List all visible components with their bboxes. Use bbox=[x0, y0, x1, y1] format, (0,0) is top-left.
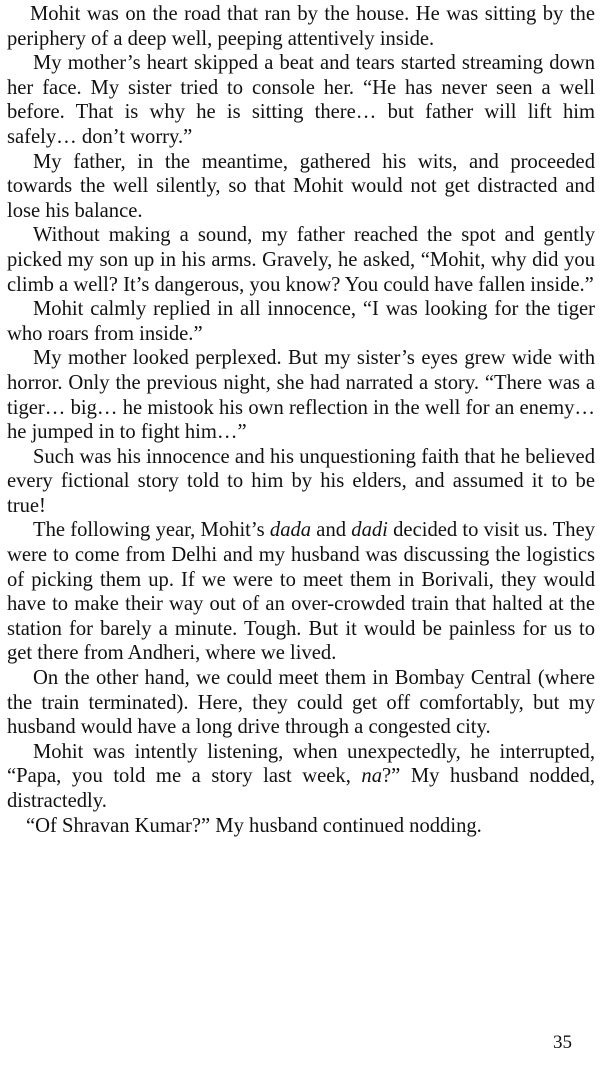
paragraph-text: The following year, Mohit’s bbox=[33, 519, 270, 542]
paragraph-8 bbox=[7, 518, 595, 666]
paragraph-text: Mohit was intently listening, when unexpectedly, he interrupted, “Papa, you told me a story last week, bbox=[7, 740, 595, 788]
paragraph-text: decided to visit us. They were to come from Delhi and my husband was discussing the logistics of picking them up. If we were to meet them in Borivali, they would have to make their way out of an over-crowded train that halted at the station for barely a minute. Tough. But it would be painless for us to get there from Andheri, where we lived. bbox=[7, 519, 596, 665]
paragraph-1 bbox=[7, 2, 595, 51]
paragraph-text: Without making a sound, my father reached the spot and gently picked my son up in his arms. Gravely, he asked, “Mohit, why did you climb a well? It’s dangerous, you know? You could have fallen inside.” bbox=[7, 224, 595, 296]
paragraph-2 bbox=[7, 51, 595, 149]
paragraph-7 bbox=[7, 445, 595, 519]
paragraph-text: “Of Shravan Kumar?” My husband continued nodding. bbox=[26, 814, 482, 837]
paragraph-text: My mother’s heart skipped a beat and tears started streaming down her face. My sister tried to console her. “He has never seen a well before. That is why he is sitting there… but father will lift him safely… don’t worry.” bbox=[7, 52, 595, 148]
paragraph-10 bbox=[7, 740, 595, 814]
page-number: 35 bbox=[553, 1032, 572, 1053]
paragraph-9 bbox=[7, 666, 595, 740]
paragraph-6 bbox=[7, 346, 595, 444]
book-page bbox=[7, 2, 595, 838]
paragraph-text: and bbox=[311, 519, 352, 542]
italic-term-na: na bbox=[361, 765, 383, 788]
paragraph-text: My father, in the meantime, gathered his wits, and proceeded towards the well silently, so that Mohit would not get distracted and lose his balance. bbox=[7, 150, 595, 222]
paragraph-text: On the other hand, we could meet them in Bombay Central (where the train terminated). Here, they could get off comfortably, but my husband would have a long drive through a congested city. bbox=[7, 667, 595, 739]
paragraph-text: Such was his innocence and his unquestioning faith that he believed every fictional story told to him by his elders, and assumed it to be true! bbox=[7, 445, 595, 517]
paragraph-5 bbox=[7, 297, 595, 346]
italic-term-dadi: dadi bbox=[351, 519, 388, 542]
paragraph-11 bbox=[7, 814, 595, 839]
italic-term-dada: dada bbox=[269, 519, 312, 542]
paragraph-text: Mohit was on the road that ran by the house. He was sitting by the periphery of a deep well, peeping attentively inside. bbox=[7, 3, 595, 50]
paragraph-3 bbox=[7, 150, 595, 224]
paragraph-text: Mohit calmly replied in all innocence, “I was looking for the tiger who roars from inside.” bbox=[7, 298, 595, 345]
paragraph-text: ?” My husband nodded, distractedly. bbox=[7, 765, 595, 812]
paragraph-4 bbox=[7, 223, 595, 297]
paragraph-text: My mother looked perplexed. But my sister’s eyes grew wide with horror. Only the previous night, she had narrated a story. “There was a tiger… big… he mistook his own reflection in the well for an enemy… he jumped in to fight him…” bbox=[7, 347, 595, 444]
